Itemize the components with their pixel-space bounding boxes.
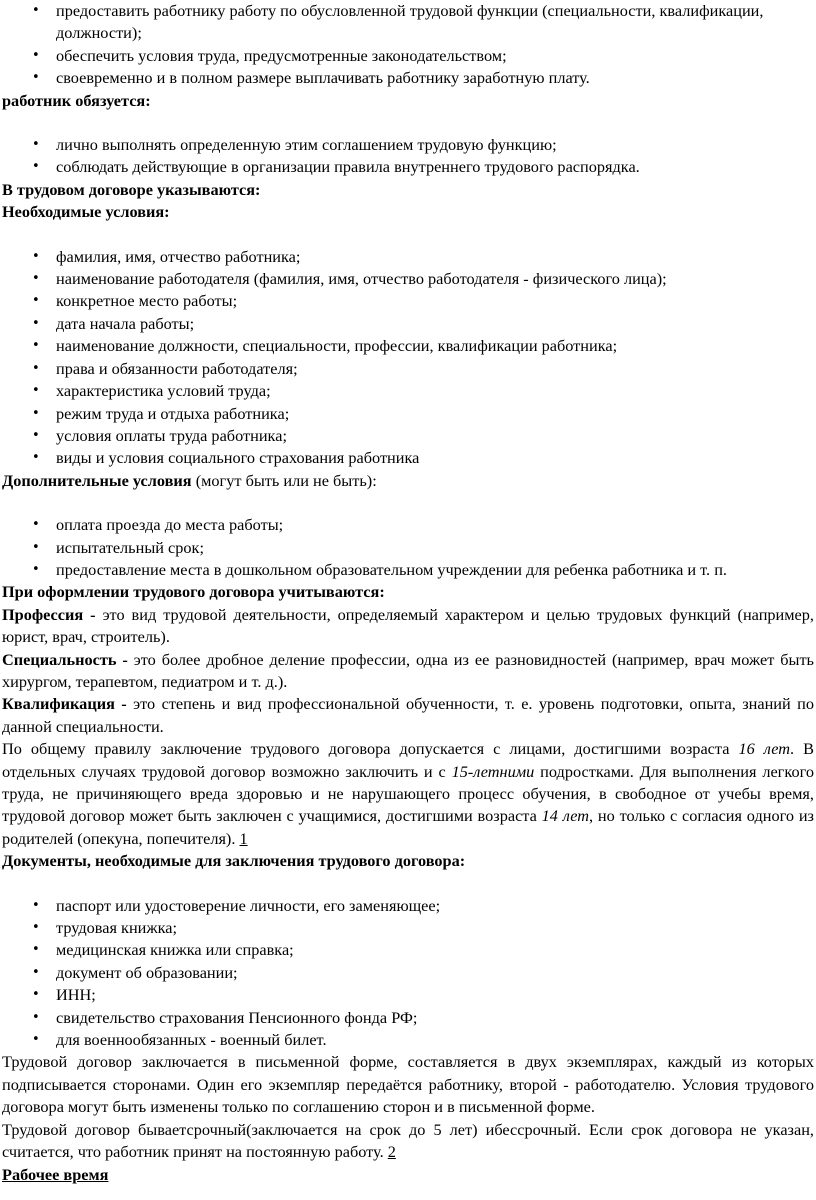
age-15: 15-летними xyxy=(451,761,535,781)
list-item: • своевременно и в полном размере выплачивать работнику заработную плату. xyxy=(0,67,816,89)
documents-list xyxy=(0,895,816,1052)
list-item: • соблюдать действующие в организации правила внутреннего трудового распорядка. xyxy=(0,156,816,178)
list-item: • условия оплаты труда работника; xyxy=(0,425,816,447)
employee-heading: работник обязуется: xyxy=(2,90,151,110)
list-item: • медицинская книжка или справка; xyxy=(0,939,816,961)
age-14: 14 лет xyxy=(541,806,590,826)
age-text-2: . В отдельных случаях трудовой договор возможно заключить и с xyxy=(2,739,814,781)
age-text-4: , но только с согласия одного из родителей (опекуна, попечителя). xyxy=(2,806,814,848)
list-item: • испытательный срок; xyxy=(0,537,816,559)
qualification-term: Квалификация - xyxy=(2,694,127,714)
list-item: • документ об образовании; xyxy=(0,962,816,984)
list-item: • свидетельство страхования Пенсионного фонда РФ; xyxy=(0,1007,816,1029)
list-item: • наименование должности, специальности, профессии, квалификации работника; xyxy=(0,335,816,357)
footnote-link-1[interactable]: 1 xyxy=(239,828,248,848)
qualification-text: это степень и вид профессиональной обученности, т. е. уровень подготовки, опыта, знаний по данной специальности. xyxy=(2,694,814,736)
additional-heading: Дополнительные условия xyxy=(2,470,192,490)
age-text-1: По общему правилу заключение трудового договора допускается с лицами, достигшими возраста xyxy=(2,739,739,759)
list-item: • виды и условия социального страхования работника xyxy=(0,447,816,469)
list-item: • обеспечить условия труда, предусмотренные законодательством; xyxy=(0,45,816,67)
profession-term: Профессия - xyxy=(2,604,96,624)
required-conditions-list xyxy=(0,246,816,470)
considered-heading: При оформлении трудового договора учитываются: xyxy=(2,582,385,602)
qualification-definition xyxy=(0,693,816,738)
age-16: 16 лет xyxy=(738,739,791,759)
term-text: Трудовой договор бываетсрочный(заключается на срок до 5 лет) ибессрочный. Если срок договора не указан, считается, что работник принят на постоянную работу. xyxy=(2,1119,814,1162)
list-item: • предоставление места в дошкольном образовательном учреждении для ребенка работника и т. п. xyxy=(0,559,816,581)
list-item: • конкретное место работы; xyxy=(0,290,816,312)
list-item: • дата начала работы; xyxy=(0,313,816,335)
list-item: • ИНН; xyxy=(0,984,816,1006)
required-heading: Необходимые условия: xyxy=(2,202,170,222)
list-item: • трудовая книжка; xyxy=(0,917,816,939)
list-item: • характеристика условий труда; xyxy=(0,380,816,402)
additional-heading-line xyxy=(0,470,816,492)
profession-text: это вид трудовой деятельности, определяемый характером и целью трудовых функций (например, юрист, врач, строитель). xyxy=(2,604,814,647)
employee-duties-list xyxy=(0,134,816,179)
specialty-text: это более дробное деление профессии, одна из ее разновидностей (например, врач может быть хирургом, терапевтом, педиатром и т. д.). xyxy=(2,649,814,691)
profession-definition xyxy=(0,604,816,649)
specialty-term: Специальность - xyxy=(2,649,128,669)
list-item: • наименование работодателя (фамилия, имя, отчество работодателя - физического лица); xyxy=(0,268,816,290)
list-item: • паспорт или удостоверение личности, его заменяющее; xyxy=(0,895,816,917)
working-time-heading: Рабочее время xyxy=(2,1164,109,1184)
list-item: • права и обязанности работодателя; xyxy=(0,358,816,380)
age-paragraph xyxy=(0,738,816,850)
term-paragraph xyxy=(0,1119,816,1164)
specialty-definition xyxy=(0,649,816,694)
list-item: • режим труда и отдыха работника; xyxy=(0,403,816,425)
footnote-link-2[interactable]: 2 xyxy=(387,1142,396,1162)
list-item: • оплата проезда до места работы; xyxy=(0,514,816,536)
additional-conditions-list xyxy=(0,514,816,581)
employer-duties-list xyxy=(0,0,816,90)
written-form-paragraph: Трудовой договор заключается в письменной форме, составляется в двух экземплярах, каждый из которых подписывается сторонами. Один его экземпляр передаётся работнику, второй - работодателю. Условия трудового договора могут быть изменены только по соглашению сторон и в письменной форме. xyxy=(2,1052,814,1117)
additional-note: (могут быть или не быть): xyxy=(191,470,377,490)
list-item: • лично выполнять определенную этим соглашением трудовую функцию; xyxy=(0,134,816,156)
documents-heading: Документы, необходимые для заключения трудового договора: xyxy=(2,851,466,871)
list-item: • фамилия, имя, отчество работника; xyxy=(0,246,816,268)
list-item: • предоставить работнику работу по обусловленной трудовой функции (специальности, квалификации, должности); xyxy=(0,0,816,45)
list-item: • для военнообязанных - военный билет. xyxy=(0,1029,816,1051)
contract-heading: В трудовом договоре указываются: xyxy=(2,179,261,199)
age-text-3: подростками. Для выполнения легкого труда, не причиняющего вреда здоровью и не нарушающего процесс обучения, в свободное от учебы время, трудовой договор может быть заключен с учащимися, достигшими возраста xyxy=(2,761,814,826)
